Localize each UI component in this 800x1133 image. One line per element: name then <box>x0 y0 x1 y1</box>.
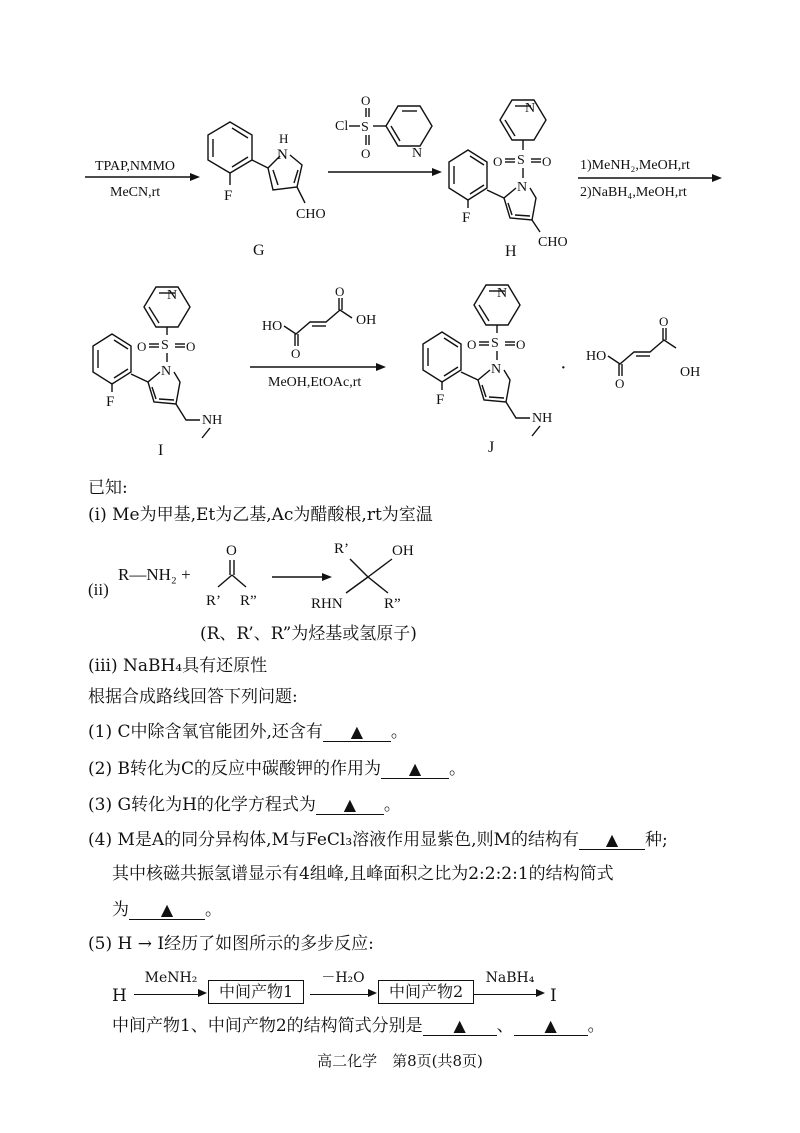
atom-OH: OH <box>680 365 701 380</box>
label-I: I <box>158 442 164 459</box>
atom-O: O <box>186 339 196 354</box>
arrow-step1 <box>85 159 200 200</box>
question-2: (2) B转化为C的反应中碳酸钾的作用为 ▲ 。 <box>88 759 466 779</box>
question-5: (5) H → I经历了如图所示的多步反应: <box>88 934 374 954</box>
step1-reagent-below: MeCN,rt <box>110 185 161 200</box>
atom-F: F <box>462 210 471 226</box>
atom-OH: OH <box>356 313 377 328</box>
group-CHO: CHO <box>538 235 568 250</box>
flow-intermediate-2: 中间产物2 <box>378 980 474 1004</box>
compound-I <box>93 287 222 459</box>
question-1: (1) C中除含氧官能团外,还含有 ▲ 。 <box>88 722 408 742</box>
page-footer: 高二化学 第8页(共8页) <box>317 1052 483 1070</box>
arrow-step3 <box>578 158 722 200</box>
atom-O: O <box>361 93 371 108</box>
atom-N: N <box>161 364 172 379</box>
label-H: H <box>505 243 517 260</box>
question-5-answer: 中间产物1、中间产物2的结构简式分别是 ▲ 、 ▲ 。 <box>112 1016 605 1036</box>
product-OH: OH <box>392 543 414 559</box>
flow-arrow2 <box>310 994 370 995</box>
flow-arrow1 <box>134 994 200 995</box>
known-item-iii: (iii) NaBH₄具有还原性 <box>88 656 268 676</box>
step3-reagent-line1: 1)MeNH₂,MeOH,rt <box>580 158 690 173</box>
atom-O: O <box>291 346 301 361</box>
atom-O: O <box>659 314 669 329</box>
flow-arrow3 <box>474 994 538 995</box>
ketone-R2: R” <box>240 593 257 609</box>
atom-N: N <box>412 146 423 161</box>
atom-O: O <box>226 543 237 559</box>
label-J: J <box>488 439 495 456</box>
compound-J <box>423 285 552 456</box>
known-ii-label: (ii) <box>88 580 109 599</box>
atom-O: O <box>615 376 625 391</box>
atom-N: N <box>497 286 508 301</box>
label-G: G <box>253 242 265 259</box>
atom-HO: HO <box>586 349 607 364</box>
product-RHN: RHN <box>311 596 343 612</box>
group-CHO: CHO <box>296 207 326 222</box>
product-R2: R” <box>384 596 401 612</box>
group-NH: NH <box>532 411 553 426</box>
known-reaction-ii <box>0 535 800 635</box>
answer-blank-5b[interactable]: ▲ <box>514 1017 588 1036</box>
step4-reagent-below: MeOH,EtOAc,rt <box>268 375 362 390</box>
atom-S: S <box>161 338 169 353</box>
reaction-scheme <box>0 0 800 470</box>
arrow-step2 <box>328 168 442 176</box>
flow-intermediate-1: 中间产物1 <box>208 980 304 1004</box>
question-4-line2: 其中核磁共振氢谱显示有4组峰,且峰面积之比为2:2:2:1的结构简式 <box>112 864 614 884</box>
flow-end: I <box>550 986 557 1006</box>
atom-O: O <box>137 339 147 354</box>
atom-O: O <box>361 146 371 161</box>
question-4-line3: 为 ▲ 。 <box>112 900 222 920</box>
atom-N: N <box>167 288 178 303</box>
answer-blank-4a[interactable]: ▲ <box>579 831 645 850</box>
compound-H <box>449 100 568 260</box>
product-R1: R’ <box>334 541 349 557</box>
known-ii-note: (R、R’、R”为烃基或氢原子) <box>200 624 417 644</box>
question-3: (3) G转化为H的化学方程式为 ▲ 。 <box>88 795 401 815</box>
atom-N: N <box>517 180 528 195</box>
atom-HO: HO <box>262 319 283 334</box>
reagent-sulfonyl-chloride <box>335 93 432 161</box>
question-4-line1: (4) M是A的同分异构体,M与FeCl₃溶液作用显紫色,则M的结构有 ▲ 种; <box>88 830 668 850</box>
answer-blank-3[interactable]: ▲ <box>316 796 384 815</box>
atom-S: S <box>517 153 525 168</box>
step1-reagent-above: TPAP,NMMO <box>95 159 176 174</box>
atom-N: N <box>491 362 502 377</box>
flow-arrow3-label: NaBH₄ <box>485 970 535 986</box>
atom-O: O <box>335 284 345 299</box>
answer-blank-4b[interactable]: ▲ <box>129 901 205 920</box>
atom-O: O <box>542 154 552 169</box>
atom-F: F <box>224 188 233 204</box>
atom-N: N <box>277 147 288 163</box>
atom-F: F <box>106 394 115 410</box>
flow-arrow2-label: －H₂O <box>321 970 365 986</box>
atom-O: O <box>467 337 477 352</box>
answer-blank-2[interactable]: ▲ <box>381 760 449 779</box>
compound-G <box>208 122 326 259</box>
fumaric-acid-salt <box>560 314 700 391</box>
atom-F: F <box>436 392 445 408</box>
atom-S: S <box>491 336 499 351</box>
flow-start: H <box>112 986 127 1006</box>
questions-intro: 根据合成路线回答下列问题: <box>88 687 298 707</box>
arrow-step4 <box>250 284 386 390</box>
known-header: 已知: <box>88 478 128 498</box>
group-NH: NH <box>202 413 223 428</box>
atom-H: H <box>279 131 289 146</box>
answer-blank-5a[interactable]: ▲ <box>423 1017 497 1036</box>
known-ii-reactant: R—NH₂ + <box>118 565 191 584</box>
atom-O: O <box>516 337 526 352</box>
flow-arrow1-label: MeNH₂ <box>144 970 198 986</box>
answer-blank-1[interactable]: ▲ <box>323 723 391 742</box>
salt-dot: · <box>560 357 567 379</box>
atom-N: N <box>525 101 536 116</box>
atom-Cl: Cl <box>335 119 349 134</box>
known-item-i: (i) Me为甲基,Et为乙基,Ac为醋酸根,rt为室温 <box>88 505 433 525</box>
atom-S: S <box>361 120 369 135</box>
ketone-R1: R’ <box>206 593 221 609</box>
step3-reagent-line2: 2)NaBH₄,MeOH,rt <box>580 185 687 200</box>
atom-O: O <box>493 154 503 169</box>
